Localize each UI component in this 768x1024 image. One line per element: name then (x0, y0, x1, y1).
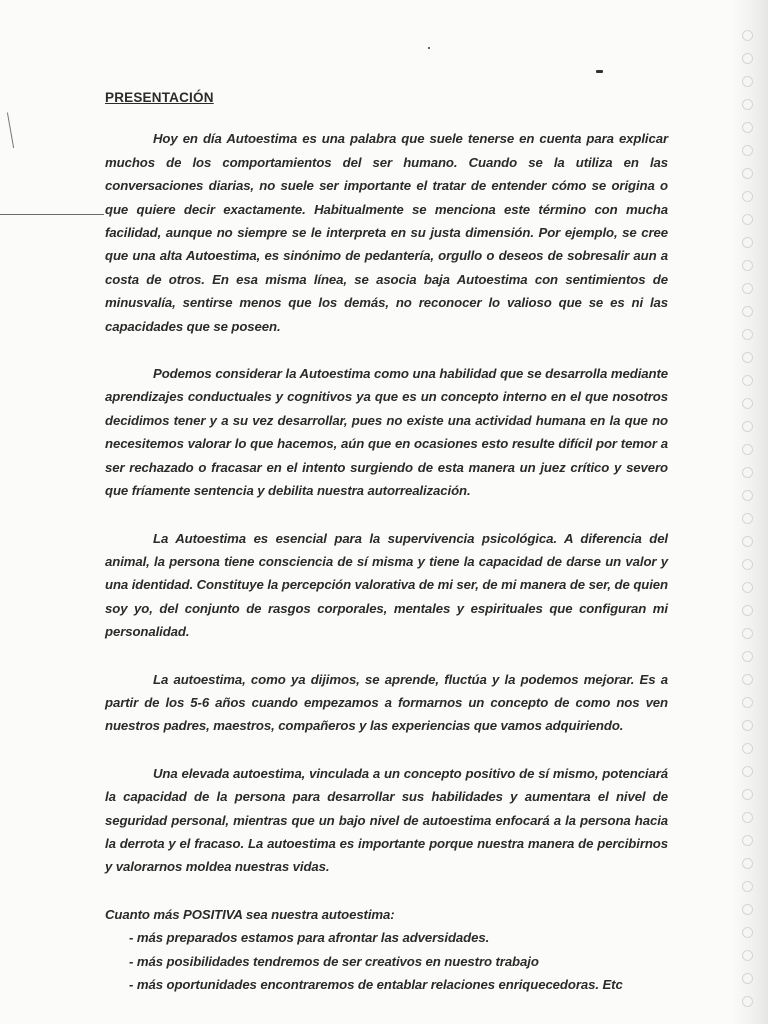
binding-hole (742, 467, 753, 478)
binding-hole (742, 766, 753, 777)
binding-hole (742, 76, 753, 87)
binding-hole (742, 950, 753, 961)
binding-hole (742, 536, 753, 547)
binding-hole (742, 674, 753, 685)
margin-pen-line (0, 214, 104, 215)
speck (428, 47, 430, 49)
binding-hole (742, 789, 753, 800)
speck (596, 70, 603, 73)
binding-hole (742, 513, 753, 524)
binding-hole (742, 582, 753, 593)
binding-hole (742, 697, 753, 708)
binding-hole (742, 99, 753, 110)
paragraph-1: Hoy en día Autoestima es una palabra que suele tenerse en cuenta para explicar muchos de los comportamientos del ser humano. Cuando se la utiliza en las conversaciones diarias, no suele ser importante el tratar de entender cómo se origina o que quiere decir exactamente. Habitualmente se menciona este término con mucha facilidad, aunque no siempre se le interpreta en su justa dimensión. Por ejemplo, se cree que una alta Autoestima, es sinónimo de pedantería, orgullo o deseos de sobresalir aun a costa de otros. En esa misma línea, se asocia baja Autoestima con sentimientos de minusvalía, sentirse menos que los demás, no reconocer lo valioso que se es ni las capacidades que se poseen. (105, 131, 668, 334)
binding-hole (742, 421, 753, 432)
document-heading: PRESENTACIÓN (105, 90, 214, 105)
list-intro: Cuanto más POSITIVA sea nuestra autoestima: (105, 906, 395, 922)
binding-hole (742, 191, 753, 202)
paragraph-5: Una elevada autoestima, vinculada a un concepto positivo de sí mismo, potenciará la capacidad de la persona para desarrollar sus habilidades y aumentara el nivel de seguridad personal, mientras que un bajo nivel de autoestima enfocará a la persona hacia la derrota y el fracaso. La autoestima es importante porque nuestra manera de percibirnos y valorarnos moldea nuestras vidas. (105, 765, 668, 875)
binding-hole (742, 352, 753, 363)
binding-hole (742, 122, 753, 133)
binding-hole (742, 651, 753, 662)
binding-hole (742, 559, 753, 570)
binding-hole (742, 306, 753, 317)
benefits-list (105, 926, 668, 996)
binding-hole (742, 260, 753, 271)
binding-hole (742, 720, 753, 731)
binding-edge (734, 0, 768, 1024)
binding-hole (742, 53, 753, 64)
binding-hole (742, 835, 753, 846)
binding-hole (742, 927, 753, 938)
list-item: - más posibilidades tendremos de ser creativos en nuestro trabajo (129, 953, 539, 969)
binding-hole (742, 444, 753, 455)
document-body (105, 86, 668, 996)
binding-hole (742, 237, 753, 248)
paragraph-2: Podemos considerar la Autoestima como una habilidad que se desarrolla mediante aprendizajes conductuales y cognitivos ya que es un concepto interno en el que nosotros decidimos tener y a su vez desarrollar, pues no existe una actividad humana en la que no necesitemos valorar lo que hacemos, aún que en ocasiones esto resulte difícil por temor a ser rechazado o fracasar en el intento surgiendo de esta manera un juez crítico y severo que fríamente sentencia y debilita nuestra autorrealización. (105, 366, 668, 499)
binding-hole (742, 214, 753, 225)
binding-hole (742, 145, 753, 156)
binding-hole (742, 283, 753, 294)
binding-hole (742, 490, 753, 501)
paragraph-4: La autoestima, como ya dijimos, se aprende, fluctúa y la podemos mejorar. Es a partir de los 5-6 años cuando empezamos a formarnos un concepto de como nos ven nuestros padres, maestros, compañeros y las experiencias que vamos adquiriendo. (105, 671, 668, 734)
paragraph-3: La Autoestima es esencial para la supervivencia psicológica. A diferencia del animal, la persona tiene consciencia de sí misma y tiene la capacidad de darse un valor y una identidad. Constituye la percepción valorativa de mi ser, de mi manera de ser, de quien soy yo, del conjunto de rasgos corporales, mentales y espirituales que configuran mi personalidad. (105, 530, 668, 640)
binding-hole (742, 398, 753, 409)
binding-hole (742, 812, 753, 823)
list-item: - más preparados estamos para afrontar las adversidades. (129, 930, 490, 946)
binding-hole (742, 973, 753, 984)
binding-hole (742, 996, 753, 1007)
binding-hole (742, 375, 753, 386)
binding-hole (742, 628, 753, 639)
binding-holes (742, 30, 758, 1010)
binding-hole (742, 605, 753, 616)
binding-hole (742, 168, 753, 179)
binding-hole (742, 30, 753, 41)
binding-hole (742, 904, 753, 915)
binding-hole (742, 881, 753, 892)
binding-hole (742, 743, 753, 754)
binding-hole (742, 858, 753, 869)
margin-pen-mark (7, 112, 17, 148)
binding-hole (742, 329, 753, 340)
list-item: - más oportunidades encontraremos de entablar relaciones enriquecedoras. Etc (129, 977, 623, 992)
